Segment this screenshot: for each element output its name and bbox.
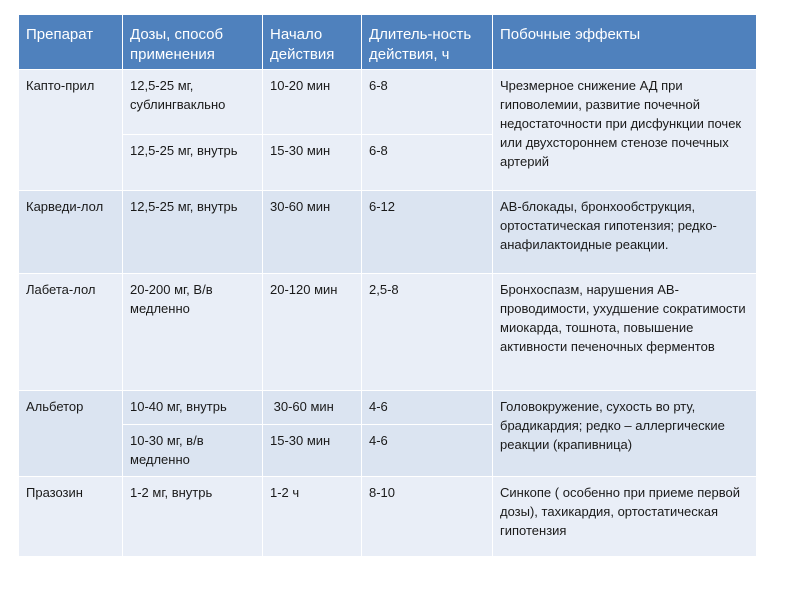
drug-name: Альбетор (19, 391, 123, 477)
side-effects-cell: Чрезмерное снижение АД при гиповолемии, развитие почечной недостаточности при дисфункции почек или двухстороннем стенозе почечных артерий (493, 70, 757, 191)
side-effects-cell: АВ-блокады, бронхообструкция, ортостатическая гипотензия; редко-анафилактоидные реакции. (493, 191, 757, 274)
table-row (19, 70, 757, 135)
duration-cell: 4-6 (362, 391, 493, 425)
dose-cell: 1-2 мг, внутрь (123, 477, 263, 557)
drug-name: Капто-прил (19, 70, 123, 191)
onset-cell: 1-2 ч (263, 477, 362, 557)
duration-cell: 4-6 (362, 425, 493, 477)
header-onset: Начало действия (263, 15, 362, 70)
drug-name: Празозин (19, 477, 123, 557)
header-side-effects: Побочные эффекты (493, 15, 757, 70)
dose-cell: 10-30 мг, в/в медленно (123, 425, 263, 477)
drug-name: Карведи-лол (19, 191, 123, 274)
table-row (19, 274, 757, 391)
onset-cell: 30-60 мин (263, 391, 362, 425)
onset-cell: 10-20 мин (263, 70, 362, 135)
duration-cell: 6-8 (362, 135, 493, 191)
header-row (19, 15, 757, 70)
onset-cell: 15-30 мин (263, 425, 362, 477)
dose-cell: 12,5-25 мг, внутрь (123, 135, 263, 191)
table-row (19, 391, 757, 425)
duration-cell: 2,5-8 (362, 274, 493, 391)
side-effects-cell: Бронхоспазм, нарушения АВ-проводимости, ухудшение сократимости миокарда, тошнота, повышение активности печеночных ферментов (493, 274, 757, 391)
dose-cell: 10-40 мг, внутрь (123, 391, 263, 425)
table-row (19, 191, 757, 274)
duration-cell: 6-12 (362, 191, 493, 274)
dose-cell: 12,5-25 мг, сублингвакльно (123, 70, 263, 135)
duration-cell: 6-8 (362, 70, 493, 135)
dose-cell: 20-200 мг, В/в медленно (123, 274, 263, 391)
header-duration: Длитель-ность действия, ч (362, 15, 493, 70)
onset-cell: 20-120 мин (263, 274, 362, 391)
drug-table (18, 14, 757, 557)
header-drug: Препарат (19, 15, 123, 70)
side-effects-cell: Синкопе ( особенно при приеме первой дозы), тахикардия, ортостатическая гипотензия (493, 477, 757, 557)
table-row (19, 477, 757, 557)
side-effects-cell: Головокружение, сухость во рту, брадикардия; редко – аллергические реакции (крапивница) (493, 391, 757, 477)
header-dose: Дозы, способ применения (123, 15, 263, 70)
onset-cell: 30-60 мин (263, 191, 362, 274)
dose-cell: 12,5-25 мг, внутрь (123, 191, 263, 274)
drug-name: Лабета-лол (19, 274, 123, 391)
onset-cell: 15-30 мин (263, 135, 362, 191)
duration-cell: 8-10 (362, 477, 493, 557)
